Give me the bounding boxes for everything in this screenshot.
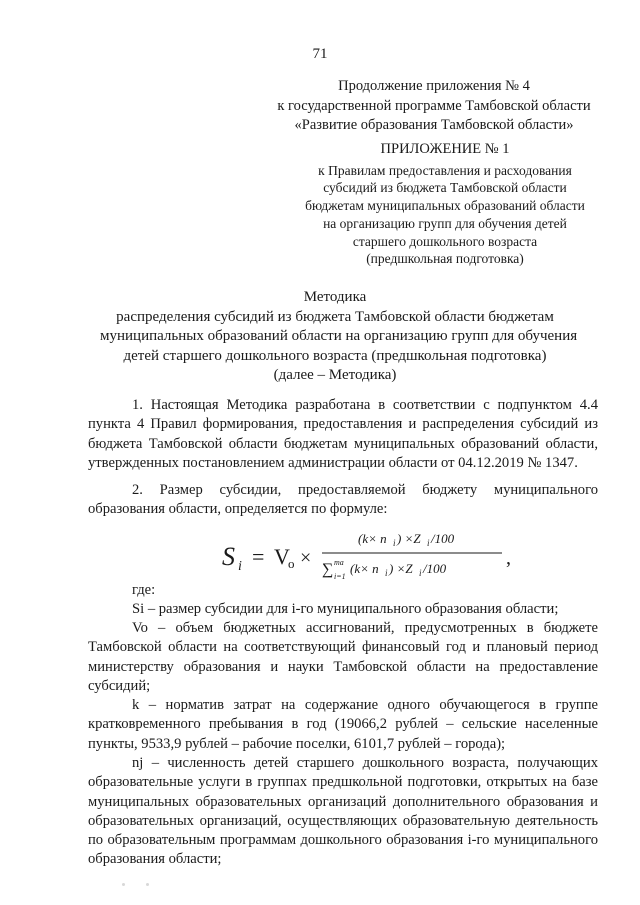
appendix-header (280, 140, 610, 268)
formula-v-sub: o (288, 556, 295, 571)
svg-text:ma: ma (334, 558, 344, 567)
appendix-line: на организацию групп для обучения детей (323, 215, 567, 231)
appendix-line: субсидий из бюджета Тамбовской области (323, 180, 567, 196)
appendix-line: старшего дошкольного возраста (352, 233, 538, 249)
definition-nj: nj – численность детей старшего дошкольного возраста, получающих образовательные услуги в группах предшкольной подготовки, открытых на базе муниципальных образовательных организаций дополнительного образования и образовательных организаций, осуществляющих образовательную деятельность по образовательным программам дошкольного образования i-го муниципального образования области; (88, 755, 598, 868)
formula-denominator (322, 558, 447, 581)
svg-text:/100: /100 (423, 561, 447, 576)
title-line-4: детей старшего дошкольного возраста (предшкольная подготовка) (123, 347, 547, 364)
svg-text:i: i (385, 568, 388, 578)
paragraph-1: 1. Настоящая Методика разработана в соответствии с подпунктом 4.4 пункта 4 Правил формирования, предоставления и распределения субсидий из бюджета Тамбовской области бюджетам муниципальных образований области, утвержденных постановлением администрации области от 04.12.2019 № 1347. (88, 397, 598, 471)
svg-text:i: i (427, 538, 430, 548)
appendix-line: бюджетам муниципальных образований области (305, 198, 585, 214)
document-title (100, 288, 578, 386)
formula-lhs-sub: i (238, 559, 242, 574)
formula-v: V (274, 544, 290, 569)
formula-comma: , (506, 547, 511, 569)
formula-lhs: S (222, 542, 235, 571)
continuation-line-3: «Развитие образования Тамбовской области» (294, 117, 574, 133)
paragraph-2: 2. Размер субсидии, предоставляемой бюджету муниципального образования области, определяется по формуле: (88, 482, 598, 518)
where-label: где: (132, 582, 156, 598)
svg-text:) ×Z: ) ×Z (389, 561, 413, 576)
title-line-1: Методика (303, 289, 367, 305)
svg-text:i: i (419, 568, 422, 578)
subsidy-formula (222, 527, 602, 585)
svg-text:i=1: i=1 (334, 572, 346, 581)
title-line-5: (далее – Методика) (273, 367, 397, 383)
svg-text:(k× n: (k× n (358, 531, 387, 546)
formula-eq: = (252, 544, 265, 569)
formula-numerator (358, 531, 455, 548)
appendix-heading: ПРИЛОЖЕНИЕ № 1 (380, 141, 510, 157)
svg-text:) ×Z: ) ×Z (397, 531, 421, 546)
definition-vo: Vo – объем бюджетных ассигнований, предусмотренных в бюджете Тамбовской области на соответствующий финансовый год и плановый период министерству образования и науки Тамбовской области на предоставление субсидий; (88, 620, 598, 694)
continuation-line-2: к государственной программе Тамбовской области (277, 97, 591, 114)
scan-speck (122, 883, 125, 886)
page-number: 71 (312, 46, 328, 62)
svg-text:i: i (393, 538, 396, 548)
continuation-line-1: Продолжение приложения № 4 (338, 78, 530, 94)
formula-times: × (300, 547, 312, 569)
appendix-line: к Правилам предоставления и расходования (318, 162, 572, 178)
svg-text:(k× n: (k× n (350, 561, 379, 576)
title-line-3: муниципальных образований области на организацию групп для обучения (100, 328, 578, 344)
definition-si: Si – размер субсидии для i-го муниципального образования области; (132, 601, 559, 617)
appendix-line: (предшкольная подготовка) (366, 251, 524, 267)
svg-text:/100: /100 (431, 531, 455, 546)
definition-k: k – норматив затрат на содержание одного обучающегося в группе кратковременного пребывания в год (19066,2 рублей – сельские населенные пункты, 9533,9 рублей – рабочие поселки, 6101,7 рублей – города); (88, 697, 598, 752)
continuation-header (250, 77, 618, 136)
scan-speck (146, 883, 149, 886)
title-line-2: распределения субсидий из бюджета Тамбовской области бюджетам (116, 308, 554, 325)
svg-text:∑: ∑ (322, 561, 334, 578)
